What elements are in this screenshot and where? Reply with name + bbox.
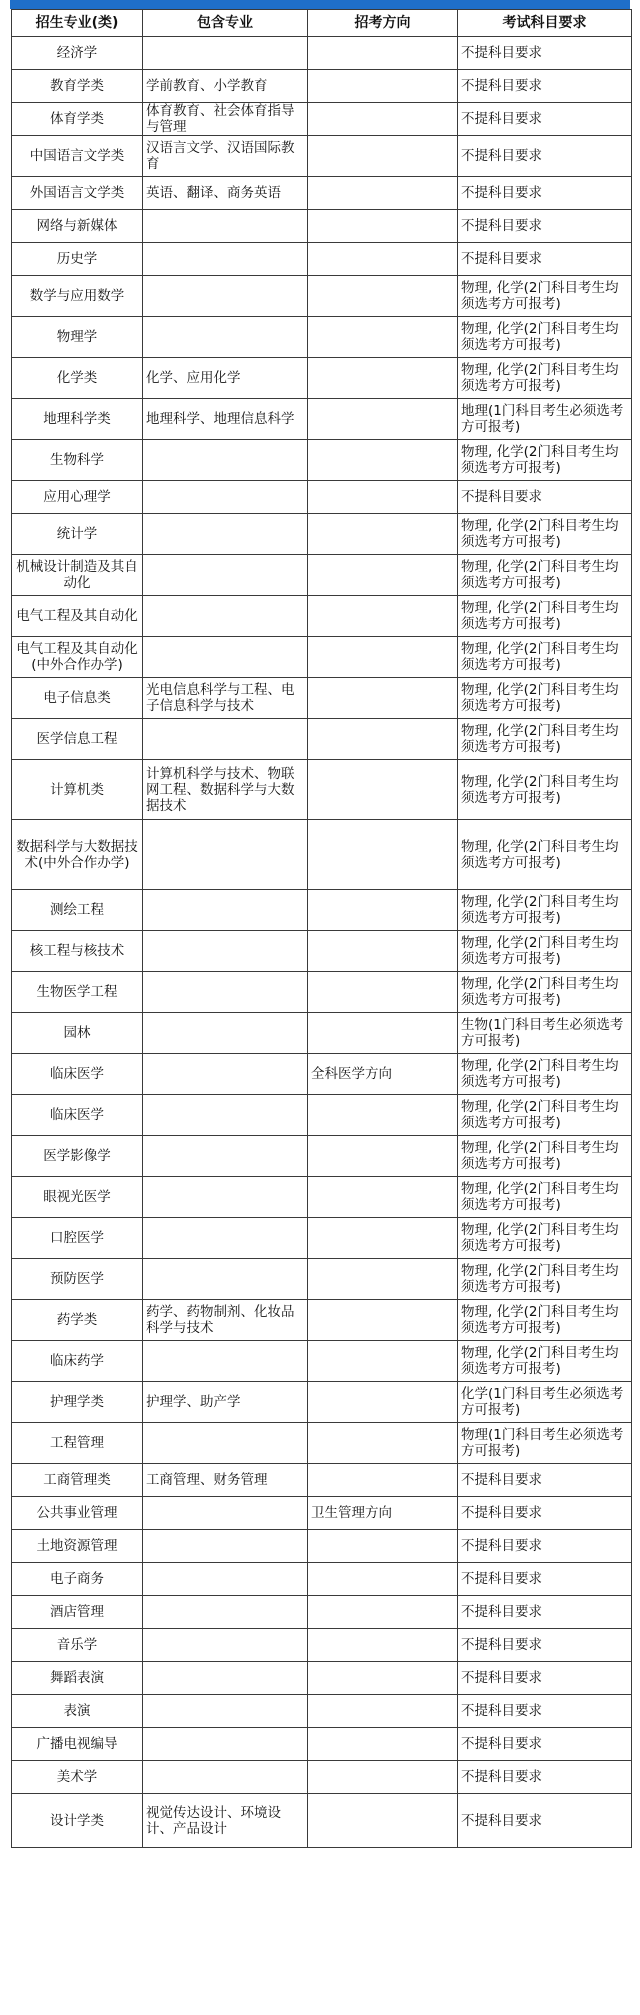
table-row — [12, 70, 632, 103]
included-majors-cell — [143, 1136, 308, 1177]
included-majors-cell — [143, 931, 308, 972]
included-majors-cell: 计算机科学与技术、物联网工程、数据科学与大数据技术 — [143, 760, 308, 820]
requirement-cell: 物理, 化学(2门科目考生均须选考方可报考) — [458, 276, 632, 317]
major-name-cell: 临床医学 — [12, 1095, 143, 1136]
included-majors-cell: 工商管理、财务管理 — [143, 1464, 308, 1497]
requirement-cell: 不提科目要求 — [458, 1695, 632, 1728]
requirement-cell: 不提科目要求 — [458, 1596, 632, 1629]
direction-cell — [308, 177, 458, 210]
direction-cell — [308, 596, 458, 637]
table-row — [12, 1218, 632, 1259]
requirement-cell: 不提科目要求 — [458, 103, 632, 136]
requirement-cell: 不提科目要求 — [458, 1794, 632, 1848]
requirement-cell: 物理, 化学(2门科目考生均须选考方可报考) — [458, 890, 632, 931]
direction-cell — [308, 358, 458, 399]
table-row — [12, 399, 632, 440]
table-row — [12, 1136, 632, 1177]
included-majors-cell — [143, 1423, 308, 1464]
table-row — [12, 177, 632, 210]
table-row — [12, 760, 632, 820]
included-majors-cell — [143, 481, 308, 514]
direction-cell — [308, 243, 458, 276]
table-row — [12, 637, 632, 678]
table-row — [12, 890, 632, 931]
requirement-cell: 不提科目要求 — [458, 1530, 632, 1563]
major-name-cell: 电子信息类 — [12, 678, 143, 719]
requirement-cell: 物理, 化学(2门科目考生均须选考方可报考) — [458, 1054, 632, 1095]
direction-cell — [308, 1177, 458, 1218]
table-row — [12, 972, 632, 1013]
direction-cell — [308, 70, 458, 103]
major-name-cell: 统计学 — [12, 514, 143, 555]
included-majors-cell — [143, 1341, 308, 1382]
table-row — [12, 1259, 632, 1300]
requirement-cell: 物理, 化学(2门科目考生均须选考方可报考) — [458, 1136, 632, 1177]
requirement-cell: 不提科目要求 — [458, 1629, 632, 1662]
major-name-cell: 广播电视编导 — [12, 1728, 143, 1761]
major-name-cell: 口腔医学 — [12, 1218, 143, 1259]
direction-cell — [308, 760, 458, 820]
requirement-cell: 不提科目要求 — [458, 1497, 632, 1530]
major-name-cell: 体育学类 — [12, 103, 143, 136]
direction-cell — [308, 481, 458, 514]
major-name-cell: 数学与应用数学 — [12, 276, 143, 317]
requirement-cell: 不提科目要求 — [458, 210, 632, 243]
major-name-cell: 化学类 — [12, 358, 143, 399]
table-row — [12, 719, 632, 760]
direction-cell — [308, 514, 458, 555]
included-majors-cell: 视觉传达设计、环境设计、产品设计 — [143, 1794, 308, 1848]
direction-cell — [308, 136, 458, 177]
major-name-cell: 电气工程及其自动化(中外合作办学) — [12, 637, 143, 678]
header-major: 招生专业(类) — [12, 10, 143, 37]
table-row — [12, 931, 632, 972]
major-name-cell: 舞蹈表演 — [12, 1662, 143, 1695]
requirement-cell: 物理, 化学(2门科目考生均须选考方可报考) — [458, 760, 632, 820]
direction-cell — [308, 210, 458, 243]
direction-cell — [308, 1728, 458, 1761]
requirement-cell: 生物(1门科目考生必须选考方可报考) — [458, 1013, 632, 1054]
major-name-cell: 电气工程及其自动化 — [12, 596, 143, 637]
included-majors-cell — [143, 1761, 308, 1794]
direction-cell — [308, 678, 458, 719]
included-majors-cell — [143, 276, 308, 317]
requirement-cell: 不提科目要求 — [458, 1761, 632, 1794]
table-row — [12, 136, 632, 177]
direction-cell — [308, 555, 458, 596]
included-majors-cell — [143, 1530, 308, 1563]
table-row — [12, 1054, 632, 1095]
direction-cell — [308, 103, 458, 136]
header-direction: 招考方向 — [308, 10, 458, 37]
included-majors-cell — [143, 1563, 308, 1596]
requirement-cell: 物理, 化学(2门科目考生均须选考方可报考) — [458, 317, 632, 358]
requirement-cell: 物理, 化学(2门科目考生均须选考方可报考) — [458, 972, 632, 1013]
major-name-cell: 医学信息工程 — [12, 719, 143, 760]
direction-cell — [308, 1563, 458, 1596]
major-name-cell: 音乐学 — [12, 1629, 143, 1662]
included-majors-cell — [143, 1728, 308, 1761]
table-row — [12, 1695, 632, 1728]
major-name-cell: 经济学 — [12, 37, 143, 70]
direction-cell — [308, 276, 458, 317]
major-name-cell: 园林 — [12, 1013, 143, 1054]
table-row — [12, 1497, 632, 1530]
direction-cell — [308, 1761, 458, 1794]
header-included: 包含专业 — [143, 10, 308, 37]
requirement-cell: 物理, 化学(2门科目考生均须选考方可报考) — [458, 596, 632, 637]
included-majors-cell — [143, 1095, 308, 1136]
direction-cell — [308, 1629, 458, 1662]
table-row — [12, 596, 632, 637]
included-majors-cell — [143, 1177, 308, 1218]
included-majors-cell — [143, 1662, 308, 1695]
table-row — [12, 1794, 632, 1848]
direction-cell — [308, 1382, 458, 1423]
direction-cell — [308, 1596, 458, 1629]
requirement-cell: 物理, 化学(2门科目考生均须选考方可报考) — [458, 358, 632, 399]
included-majors-cell — [143, 972, 308, 1013]
included-majors-cell: 地理科学、地理信息科学 — [143, 399, 308, 440]
direction-cell — [308, 1662, 458, 1695]
direction-cell — [308, 440, 458, 481]
included-majors-cell — [143, 317, 308, 358]
included-majors-cell — [143, 1013, 308, 1054]
major-name-cell: 外国语言文学类 — [12, 177, 143, 210]
requirement-cell: 不提科目要求 — [458, 481, 632, 514]
requirement-cell: 物理, 化学(2门科目考生均须选考方可报考) — [458, 440, 632, 481]
included-majors-cell — [143, 596, 308, 637]
major-name-cell: 酒店管理 — [12, 1596, 143, 1629]
table-row — [12, 1662, 632, 1695]
major-name-cell: 电子商务 — [12, 1563, 143, 1596]
major-name-cell: 测绘工程 — [12, 890, 143, 931]
direction-cell — [308, 1464, 458, 1497]
included-majors-cell — [143, 1629, 308, 1662]
requirement-cell: 物理, 化学(2门科目考生均须选考方可报考) — [458, 1095, 632, 1136]
included-majors-cell: 汉语言文学、汉语国际教育 — [143, 136, 308, 177]
table-row — [12, 1382, 632, 1423]
included-majors-cell — [143, 514, 308, 555]
major-name-cell: 公共事业管理 — [12, 1497, 143, 1530]
major-name-cell: 表演 — [12, 1695, 143, 1728]
major-name-cell: 物理学 — [12, 317, 143, 358]
table-row — [12, 1596, 632, 1629]
major-name-cell: 机械设计制造及其自动化 — [12, 555, 143, 596]
direction-cell — [308, 317, 458, 358]
direction-cell — [308, 1218, 458, 1259]
top-accent-bar — [10, 0, 630, 9]
table-row — [12, 317, 632, 358]
table-row — [12, 1013, 632, 1054]
major-name-cell: 护理学类 — [12, 1382, 143, 1423]
requirement-cell: 物理, 化学(2门科目考生均须选考方可报考) — [458, 820, 632, 890]
direction-cell — [308, 399, 458, 440]
major-name-cell: 应用心理学 — [12, 481, 143, 514]
included-majors-cell: 化学、应用化学 — [143, 358, 308, 399]
table-row — [12, 820, 632, 890]
major-name-cell: 眼视光医学 — [12, 1177, 143, 1218]
major-name-cell: 历史学 — [12, 243, 143, 276]
requirement-cell: 物理, 化学(2门科目考生均须选考方可报考) — [458, 719, 632, 760]
table-body — [12, 37, 632, 1848]
direction-cell — [308, 890, 458, 931]
included-majors-cell — [143, 37, 308, 70]
included-majors-cell — [143, 440, 308, 481]
major-name-cell: 中国语言文学类 — [12, 136, 143, 177]
table-row — [12, 1761, 632, 1794]
table-row — [12, 1530, 632, 1563]
requirement-cell: 物理, 化学(2门科目考生均须选考方可报考) — [458, 678, 632, 719]
major-name-cell: 临床药学 — [12, 1341, 143, 1382]
major-name-cell: 地理科学类 — [12, 399, 143, 440]
major-name-cell: 美术学 — [12, 1761, 143, 1794]
requirement-cell: 不提科目要求 — [458, 37, 632, 70]
requirement-cell: 物理, 化学(2门科目考生均须选考方可报考) — [458, 1341, 632, 1382]
requirement-cell: 物理, 化学(2门科目考生均须选考方可报考) — [458, 637, 632, 678]
major-name-cell: 生物科学 — [12, 440, 143, 481]
direction-cell: 卫生管理方向 — [308, 1497, 458, 1530]
major-name-cell: 教育学类 — [12, 70, 143, 103]
table-row — [12, 440, 632, 481]
table-row — [12, 514, 632, 555]
included-majors-cell: 药学、药物制剂、化妆品科学与技术 — [143, 1300, 308, 1341]
included-majors-cell — [143, 555, 308, 596]
table-row — [12, 481, 632, 514]
included-majors-cell — [143, 1218, 308, 1259]
major-name-cell: 核工程与核技术 — [12, 931, 143, 972]
direction-cell — [308, 1136, 458, 1177]
requirement-cell: 物理, 化学(2门科目考生均须选考方可报考) — [458, 1177, 632, 1218]
table-row — [12, 243, 632, 276]
major-name-cell: 临床医学 — [12, 1054, 143, 1095]
included-majors-cell: 光电信息科学与工程、电子信息科学与技术 — [143, 678, 308, 719]
major-name-cell: 计算机类 — [12, 760, 143, 820]
direction-cell — [308, 1695, 458, 1728]
direction-cell — [308, 972, 458, 1013]
table-row — [12, 276, 632, 317]
included-majors-cell — [143, 637, 308, 678]
requirement-cell: 不提科目要求 — [458, 1662, 632, 1695]
major-name-cell: 预防医学 — [12, 1259, 143, 1300]
direction-cell — [308, 1259, 458, 1300]
included-majors-cell — [143, 1497, 308, 1530]
requirement-cell: 物理, 化学(2门科目考生均须选考方可报考) — [458, 1300, 632, 1341]
direction-cell — [308, 1423, 458, 1464]
requirement-cell: 物理(1门科目考生必须选考方可报考) — [458, 1423, 632, 1464]
included-majors-cell — [143, 820, 308, 890]
included-majors-cell: 护理学、助产学 — [143, 1382, 308, 1423]
requirement-cell: 不提科目要求 — [458, 1464, 632, 1497]
included-majors-cell: 学前教育、小学教育 — [143, 70, 308, 103]
header-requirement: 考试科目要求 — [458, 10, 632, 37]
major-name-cell: 土地资源管理 — [12, 1530, 143, 1563]
table-row — [12, 358, 632, 399]
included-majors-cell — [143, 890, 308, 931]
included-majors-cell — [143, 1596, 308, 1629]
major-name-cell: 医学影像学 — [12, 1136, 143, 1177]
included-majors-cell — [143, 719, 308, 760]
included-majors-cell: 英语、翻译、商务英语 — [143, 177, 308, 210]
requirement-cell: 不提科目要求 — [458, 1728, 632, 1761]
major-name-cell: 药学类 — [12, 1300, 143, 1341]
requirement-cell: 物理, 化学(2门科目考生均须选考方可报考) — [458, 555, 632, 596]
requirement-cell: 不提科目要求 — [458, 1563, 632, 1596]
direction-cell — [308, 1013, 458, 1054]
requirement-cell: 不提科目要求 — [458, 70, 632, 103]
direction-cell — [308, 1095, 458, 1136]
direction-cell: 全科医学方向 — [308, 1054, 458, 1095]
included-majors-cell — [143, 210, 308, 243]
included-majors-cell — [143, 1695, 308, 1728]
requirement-cell: 物理, 化学(2门科目考生均须选考方可报考) — [458, 514, 632, 555]
direction-cell — [308, 719, 458, 760]
major-name-cell: 工商管理类 — [12, 1464, 143, 1497]
direction-cell — [308, 1300, 458, 1341]
major-name-cell: 网络与新媒体 — [12, 210, 143, 243]
requirement-cell: 物理, 化学(2门科目考生均须选考方可报考) — [458, 1259, 632, 1300]
table-row — [12, 1629, 632, 1662]
included-majors-cell — [143, 1259, 308, 1300]
majors-table — [11, 9, 632, 1848]
included-majors-cell — [143, 243, 308, 276]
table-row — [12, 678, 632, 719]
table-header-row — [12, 10, 632, 37]
table-row — [12, 1464, 632, 1497]
direction-cell — [308, 637, 458, 678]
direction-cell — [308, 1794, 458, 1848]
requirement-cell: 不提科目要求 — [458, 136, 632, 177]
major-name-cell: 设计学类 — [12, 1794, 143, 1848]
requirement-cell: 物理, 化学(2门科目考生均须选考方可报考) — [458, 1218, 632, 1259]
requirement-cell: 不提科目要求 — [458, 177, 632, 210]
included-majors-cell: 体育教育、社会体育指导与管理 — [143, 103, 308, 136]
major-name-cell: 数据科学与大数据技术(中外合作办学) — [12, 820, 143, 890]
requirement-cell: 不提科目要求 — [458, 243, 632, 276]
table-row — [12, 210, 632, 243]
major-name-cell: 生物医学工程 — [12, 972, 143, 1013]
direction-cell — [308, 37, 458, 70]
direction-cell — [308, 820, 458, 890]
direction-cell — [308, 1341, 458, 1382]
direction-cell — [308, 1530, 458, 1563]
major-name-cell: 工程管理 — [12, 1423, 143, 1464]
table-row — [12, 103, 632, 136]
requirement-cell: 物理, 化学(2门科目考生均须选考方可报考) — [458, 931, 632, 972]
table-row — [12, 1423, 632, 1464]
table-row — [12, 1728, 632, 1761]
table-row — [12, 1341, 632, 1382]
table-row — [12, 37, 632, 70]
requirement-cell: 地理(1门科目考生必须选考方可报考) — [458, 399, 632, 440]
direction-cell — [308, 931, 458, 972]
table-row — [12, 555, 632, 596]
table-row — [12, 1177, 632, 1218]
included-majors-cell — [143, 1054, 308, 1095]
requirement-cell: 化学(1门科目考生必须选考方可报考) — [458, 1382, 632, 1423]
table-row — [12, 1300, 632, 1341]
table-row — [12, 1563, 632, 1596]
table-row — [12, 1095, 632, 1136]
